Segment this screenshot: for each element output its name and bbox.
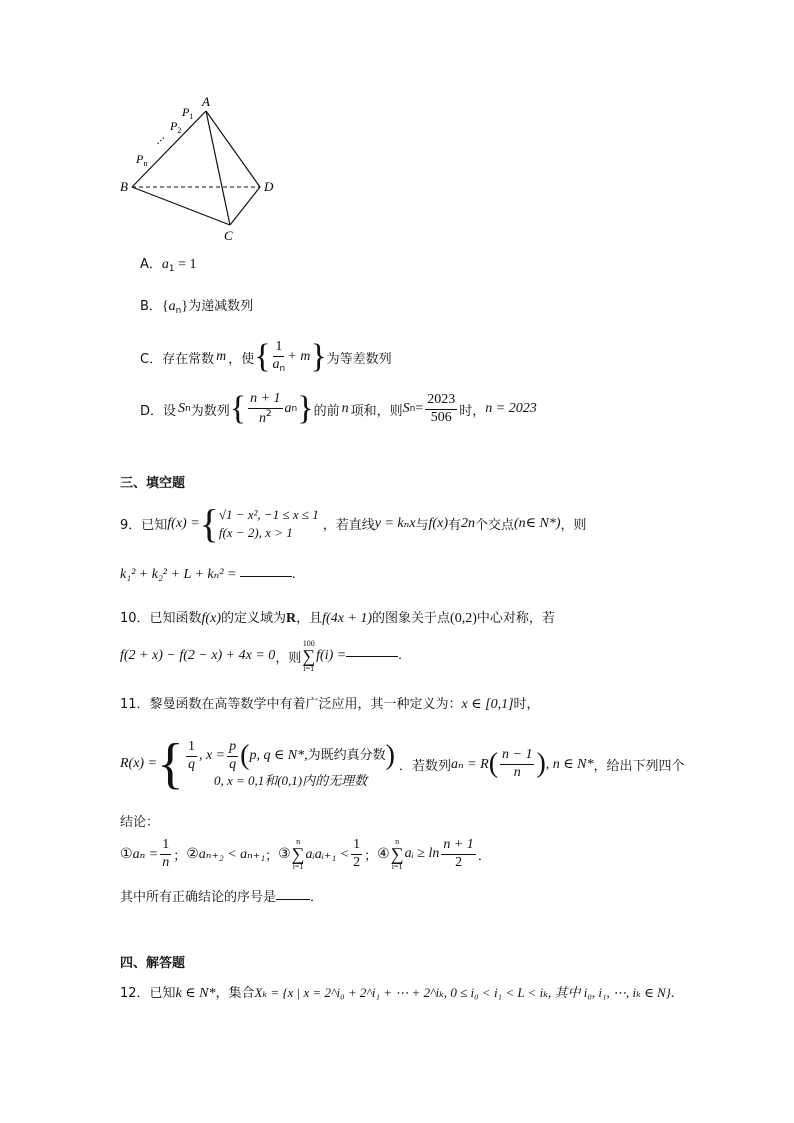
option-b[interactable]: B．$\{a_n\}$为递减数列 — [140, 299, 254, 316]
q11-case-2: 0, x = 0,1和(0,1)内的无理数 — [213, 773, 368, 788]
answer-blank-11[interactable] — [276, 898, 310, 900]
question-11: 11．黎曼函数在高等数学中有着广泛应用，其一种定义为：x ∈ [0,1]时， — [120, 697, 540, 712]
question-11-conclusions: ① aₙ = $\frac{1}{n}$ ； ② aₙ₊₂ < aₙ₊₁ ； ③ n ∑ i=1 aᵢaᵢ₊₁ < $\frac{1}{2}$ ； ④ n ∑ i=1 aᵢ ≥ ln $\frac{n + 1}{2}$ ． — [120, 837, 491, 871]
label-P2: $P_2$ — [170, 119, 182, 135]
fraction-n1-over-n2: $\frac{n + 1}{n^2}$ — [250, 390, 281, 426]
edge-CD — [230, 187, 260, 225]
section-title-solve: 四、解答题 — [120, 956, 186, 971]
answer-blank-10[interactable] — [346, 655, 398, 657]
section-title-fill-blank: 三、填空题 — [120, 476, 186, 491]
q9-case-2: f(x − 2), x > 1 — [218, 524, 293, 540]
edge-BC — [132, 187, 230, 225]
label-D: D — [264, 179, 274, 194]
label-B: B — [120, 179, 128, 194]
edge-AB — [132, 111, 206, 187]
label-Pn: $P_n$ — [136, 152, 148, 168]
question-11-conclusion-label: 结论： — [120, 815, 160, 830]
answer-blank-9[interactable] — [240, 575, 292, 577]
question-12: 12．已知k ∈ N*，集合Xₖ = {x | x = 2^i₀ + 2^i₁ + ⋯ + 2^iₖ, 0 ≤ i₀ < i₁ < L < iₖ, 其中 i₀, i₁, ⋯, iₖ ∈ N}. — [120, 985, 675, 1001]
tetrahedron-figure — [110, 90, 290, 250]
label-C: C — [224, 228, 233, 243]
option-d[interactable]: D．设 S n 为数列 { $\frac{n + 1}{n^2}$ a n } 的前 n 项和，则 S n = $\frac{2023}{506}$ 时， n = 2023 — [140, 390, 537, 427]
question-10-line2: f(2 + x) − f(2 − x) + 4x = 0 ，则 100 ∑ i=1 f(i) = . — [120, 639, 402, 673]
q11-case-1: $\frac{1}{q}$ , x = $\frac{p}{q}$ ( p, q ∈ N*, 为既约真分数 ) — [187, 739, 395, 772]
fraction-2023-506: $\frac{2023}{506}$ — [427, 391, 456, 425]
question-9: 9．已知 f(x) = { √1 − x², −1 ≤ x ≤ 1 f(x − 2), x > 1 ，若直线 y = kₙx 与 f(x) 有 2n 个交点 (n∈ N*) ，则 — [120, 501, 587, 546]
question-10: 10．已知函数f(x)的定义域为R，且f(4x + 1)的图象关于点(0,2)中心对称，若 — [120, 611, 555, 626]
question-11-riemann: R(x) = { $\frac{1}{q}$ , x = $\frac{p}{q}$ ( p, q ∈ N*, 为既约真分数 ) 0, x = 0,1和(0,1)内的无理数 ．若数列 aₙ = R ( $\frac{n - 1}{n}$ ) , n ∈ N* ，给出下列四个 — [120, 733, 685, 795]
fraction-1-over-an: $\frac{1}{a_n}$ — [272, 338, 286, 374]
label-P1: $P_1$ — [182, 105, 194, 121]
question-11-final: 其中所有正确结论的序号是 ． — [120, 890, 324, 905]
option-c[interactable]: C．存在常数 m ，使 { $\frac{1}{a_n}$ + m } 为等差数列 — [140, 338, 392, 375]
q9-case-1: √1 − x², −1 ≤ x ≤ 1 — [218, 506, 319, 522]
option-a[interactable]: A．$a_1 = 1$ — [140, 257, 197, 274]
sum-symbol-10: 100 ∑ i=1 — [302, 639, 316, 673]
question-9-line2: k₁² + k₂² + L + kₙ² = . — [120, 567, 296, 582]
label-dots: ⋯ — [152, 132, 170, 150]
label-A: A — [202, 94, 210, 109]
